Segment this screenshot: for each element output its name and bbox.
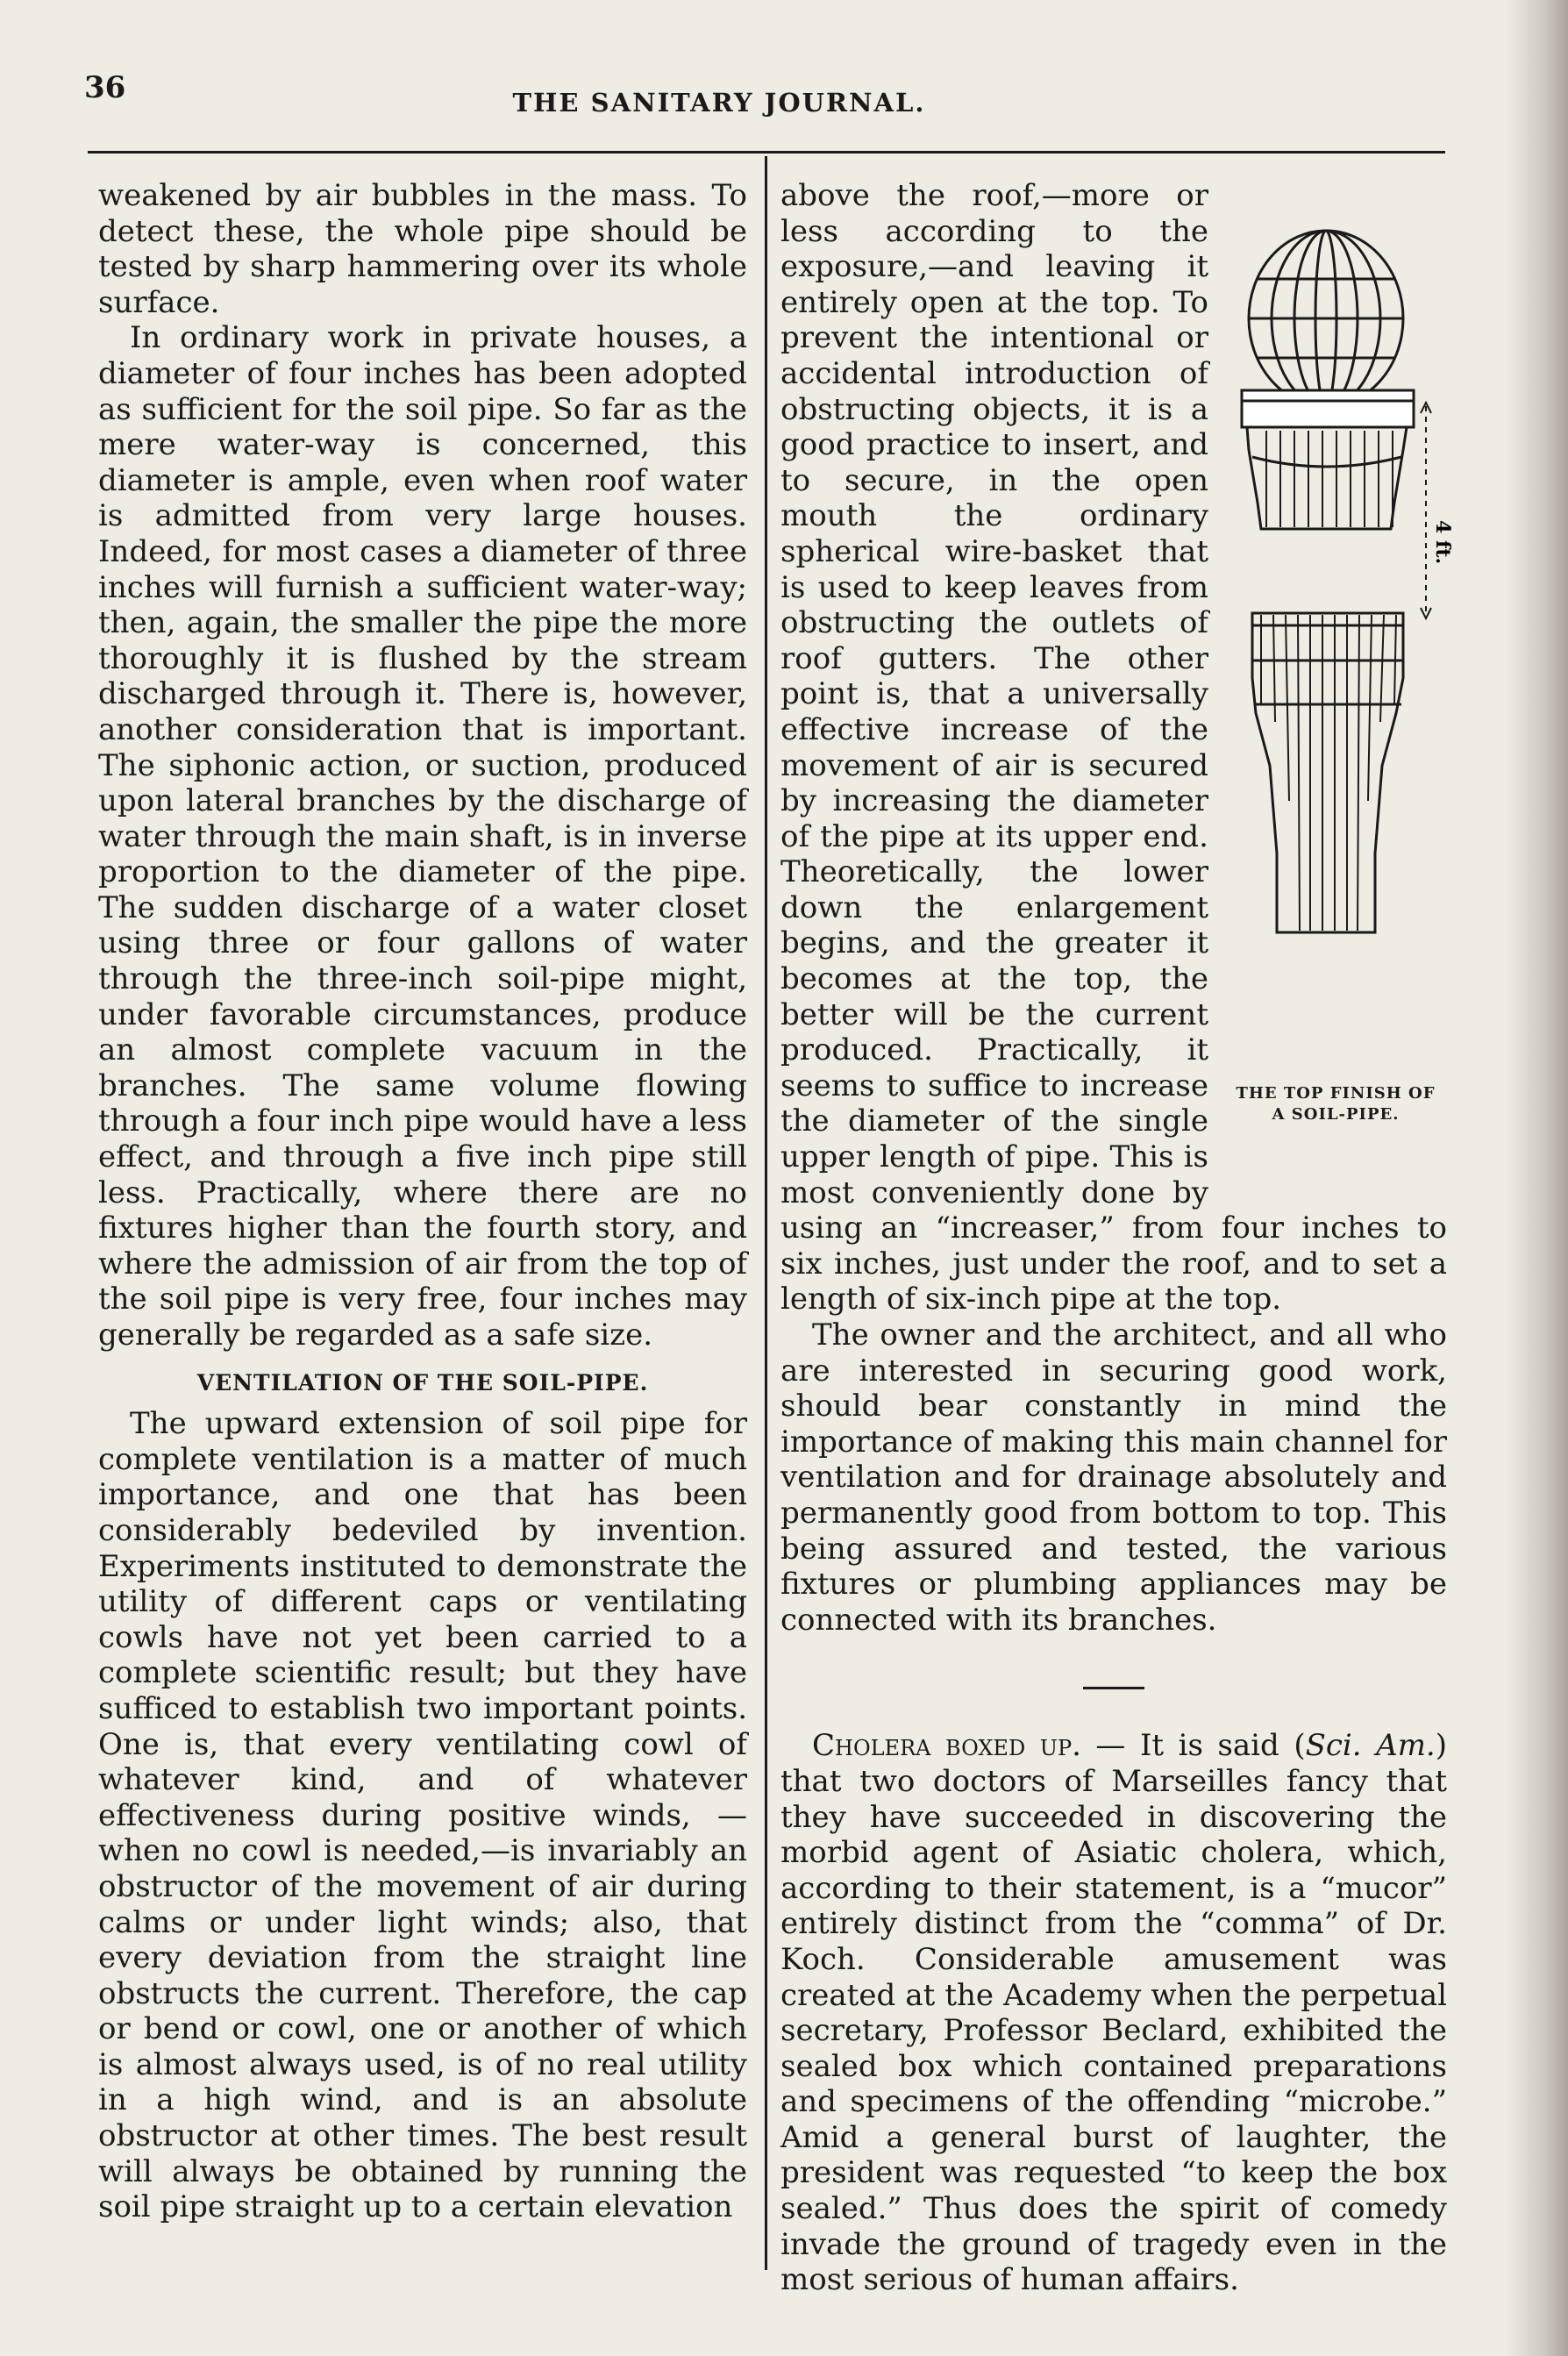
section-heading: VENTILATION OF THE SOIL-PIPE. xyxy=(196,1369,649,1396)
right-column xyxy=(780,178,1454,2298)
column-rule xyxy=(765,156,767,2270)
page-number: 36 xyxy=(84,70,126,105)
page-edge-shadow xyxy=(1507,0,1568,2356)
cholera-text-b: ) that two doctors of Marseilles fancy that they have succeeded in discovering the morbid agent of Asiatic cholera, which, according to their statement, is a “mucor” entirely distinct from the “comma” of Dr. Koch. Considerable amusement was created at the Academy when the perpetual secretary, Professor Beclard, exhibited the sealed box which contained preparations and specimens of the offending “microbe.” Amid a general burst of laughter, the president was requested “to keep the box sealed.” Thus does the spirit of comedy invade the ground of tragedy even in the most serious of human affairs. xyxy=(780,1728,1448,2298)
cholera-citation: Sci. Am. xyxy=(1305,1728,1436,1764)
section-divider xyxy=(1083,1687,1144,1689)
left-paragraph-2: In ordinary work in private houses, a diameter of four inches has been adopted as sufficient for the soil pipe. So far as the mere water-way is concerned, this diameter is ample, even when roof water is admitted from very large houses. Indeed, for most cases a diameter of three inches will furnish a sufficient water-way; then, again, the smaller the pipe the more thoroughly it is flushed by the stream discharged through it. There is, however, another consideration that is important. The siphonic action, or suction, produced upon lateral branches by the discharge of water through the main shaft, is in inverse proportion to the diameter of the pipe. The sudden discharge of a water closet using three or four gallons of water through the three-inch soil-pipe might, under favorable circumstances, produce an almost complete vacuum in the branches. The same volume flowing through a four inch pipe would have a less effect, and through a five inch pipe still less. Practically, where there are no fixtures higher than the fourth story, and where the admission of air from the top of the soil pipe is very free, four inches may generally be regarded as a safe size. xyxy=(98,320,747,1353)
left-paragraph-1: weakened by air bubbles in the mass. To detect these, the whole pipe should be tested by sharp hammering over its whole surface. xyxy=(98,178,747,320)
cholera-dash: — xyxy=(1080,1728,1140,1764)
right-paragraph-2: The owner and the architect, and all who are interested in securing good work, should bear constantly in mind the importance of making this main channel for ventilation and for drainage absolutely and permanently good from bottom to top. This being assured and tested, the various fixtures or plumbing appliances may be connected with its branches. xyxy=(780,1317,1447,1638)
soil-pipe-figure xyxy=(1222,178,1454,1178)
caption-line-1: THE TOP FINISH OF xyxy=(1236,1084,1436,1103)
left-paragraph-3: The upward extension of soil pipe for complete ventilation is a matter of much importance, and one that has been considerably bedeviled by invention. Experiments instituted to demonstrate the utility of different caps or ventilating cowls have not yet been carried to a complete scientific result; but they have sufficed to establish two important points. One is, that every ventilating cowl of whatever kind, and of whatever effectiveness during positive winds, — when no cowl is needed,—is invariably an obstructor of the movement of air during calms or under light winds; also, that every deviation from the straight line obstructs the current. Therefore, the cap or bend or cowl, one or another of which is almost always used, is of no real utility in a high wind, and is an absolute obstructor at other times. The best result will always be obtained by running the soil pipe straight up to a certain elevation xyxy=(98,1406,747,2225)
left-column xyxy=(98,178,747,2225)
soil-pipe-illustration xyxy=(1222,187,1454,1064)
dimension-label: 4 ft. xyxy=(1431,520,1454,565)
caption-line-2: A SOIL-PIPE. xyxy=(1272,1105,1400,1124)
cholera-heading: Cholera boxed up. xyxy=(812,1728,1081,1764)
cholera-paragraph xyxy=(780,1728,1447,2298)
header-rule xyxy=(88,151,1445,153)
right-paragraph-1: above the roof,—more or less according to the exposure,—and leaving it entirely open at the top. To prevent the intentional or accidental introduction of obstructing objects, it is a good practice to insert, and to secure, in the open mouth the ordinary spherical wire-basket that is used to keep leaves from obstructing the outlets of roof gutters. The other point is, that a universally effective increase of the movement of air is secured by increasing the diameter of the pipe at its upper end. Theoretically, the lower down the enlargement begins, and the greater it becomes at the top, the better will be the current produced. Practically, it seems to suffice to increase the diameter of the single upper length of pipe. This is most conveniently done by using an “increaser,” from four inches to six inches, just under the roof, and to set a length of six-inch pipe at the top. xyxy=(780,178,1447,1317)
running-head: THE SANITARY JOURNAL. xyxy=(512,88,926,118)
cholera-text-a: It is said ( xyxy=(1139,1728,1306,1764)
figure-caption xyxy=(1217,1083,1454,1125)
cholera-article xyxy=(780,1728,1447,2298)
